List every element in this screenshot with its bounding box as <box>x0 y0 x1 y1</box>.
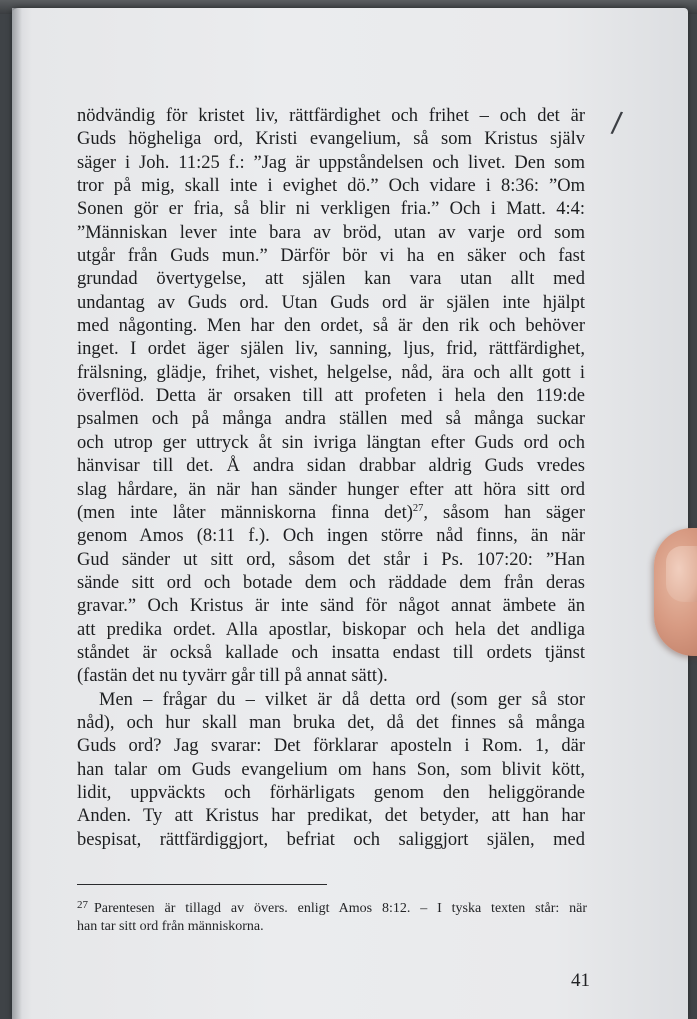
footnote-reference: 27 <box>412 502 424 514</box>
text-line: undantag av Guds ord. Utan Guds ord är själen inte hjälpt <box>77 292 585 313</box>
text-line: säger i Joh. 11:25 f.: ”Jag är uppståndelsen och livet. Den som <box>77 152 585 173</box>
footnote-number: 27 <box>77 899 88 911</box>
text-line: Gud sänder ut sitt ord, såsom det står i Ps. 107:20: ”Han <box>77 549 585 570</box>
footnote-divider <box>77 884 327 885</box>
body-text <box>77 105 585 852</box>
text-line: att predika ordet. Alla apostlar, biskopar och hela det andliga <box>77 619 585 640</box>
text-line: frälsning, glädje, frihet, vishet, helgelse, nåd, ära och allt gott i <box>77 362 585 383</box>
text-segment: , såsom han säger <box>423 502 585 523</box>
text-line: Guds högheliga ord, Kristi evangelium, så som Kristus själv <box>77 129 585 150</box>
text-line: (fastän det nu tyvärr går till på annat sätt). <box>77 666 388 687</box>
text-line: genom Amos (8:11 f.). Och ingen större nåd finns, än när <box>77 526 585 547</box>
text-line: Guds ord? Jag svarar: Det förklarar aposteln i Rom. 1, där <box>77 736 585 757</box>
text-line: lidit, uppväckts och förhärligats genom den heliggörande <box>77 782 585 803</box>
text-line: Men – frågar du – vilket är då detta ord (som ger så stor <box>99 689 585 710</box>
text-line: Sonen gör er fria, så blir ni verkligen fria.” Och i Matt. 4:4: <box>77 199 585 220</box>
margin-pencil-mark: / <box>609 105 624 140</box>
footnote <box>77 895 587 937</box>
footnote-line: han tar sitt ord från människorna. <box>77 919 264 934</box>
page-number: 41 <box>571 970 590 991</box>
text-line: bespisat, rättfärdiggjort, befriat och saliggjort själen, med <box>77 829 585 850</box>
text-line: och utrop ger uttryck åt sin ivriga längtan efter Guds ord och <box>77 432 585 453</box>
text-line: slag hårdare, än när han sänder hunger efter att höra sitt ord <box>77 479 585 500</box>
footnote-line <box>77 895 587 916</box>
text-line: grundad övertygelse, att själen kan vara utan allt med <box>77 269 585 290</box>
text-line: psalmen och på många andra ställen med så många suckar <box>77 409 585 430</box>
thumbnail-highlight <box>666 546 697 602</box>
footnote-text: Parentesen är tillagd av övers. enligt Amos 8:12. – I tyska texten står: när <box>94 901 587 916</box>
text-line: sände sitt ord och botade dem och räddade dem från deras <box>77 572 585 593</box>
text-line: hänvisar till det. Å andra sidan drabbar aldrig Guds vredes <box>77 456 585 477</box>
text-line: han talar om Guds evangelium om hans Son, som blivit kött, <box>77 759 585 780</box>
text-line: ståndet är också kallade och insatta endast till ordets tjänst <box>77 642 585 663</box>
text-line: utgår från Guds mun.” Därför bör vi ha en säker och fast <box>77 246 585 267</box>
text-line: nåd), och hur skall man bruka det, då det finnes så många <box>77 712 585 733</box>
text-segment: (men inte låter människorna finna det) <box>77 502 413 523</box>
text-line: gravar.” Och Kristus är inte sänd för något annat ämbete än <box>77 596 585 617</box>
text-line: överflöd. Detta är orsaken till att profeten i hela den 119:de <box>77 386 585 407</box>
text-line: ”Människan lever inte bara av bröd, utan av varje ord som <box>77 222 585 243</box>
text-line: inget. I ordet äger själen liv, sanning, ljus, frid, rättfärdighet, <box>77 339 585 360</box>
text-line: nödvändig för kristet liv, rättfärdighet och frihet – och det är <box>77 106 585 126</box>
text-line: med någonting. Men har den ordet, så är den rik och behöver <box>77 316 585 337</box>
page-gutter-shadow <box>12 8 22 1019</box>
text-line-with-footnote <box>77 502 585 525</box>
text-line: tror på mig, skall inte i evighet dö.” Och vidare i 8:36: ”Om <box>77 176 585 197</box>
text-line: Anden. Ty att Kristus har predikat, det betyder, att han har <box>77 806 585 827</box>
